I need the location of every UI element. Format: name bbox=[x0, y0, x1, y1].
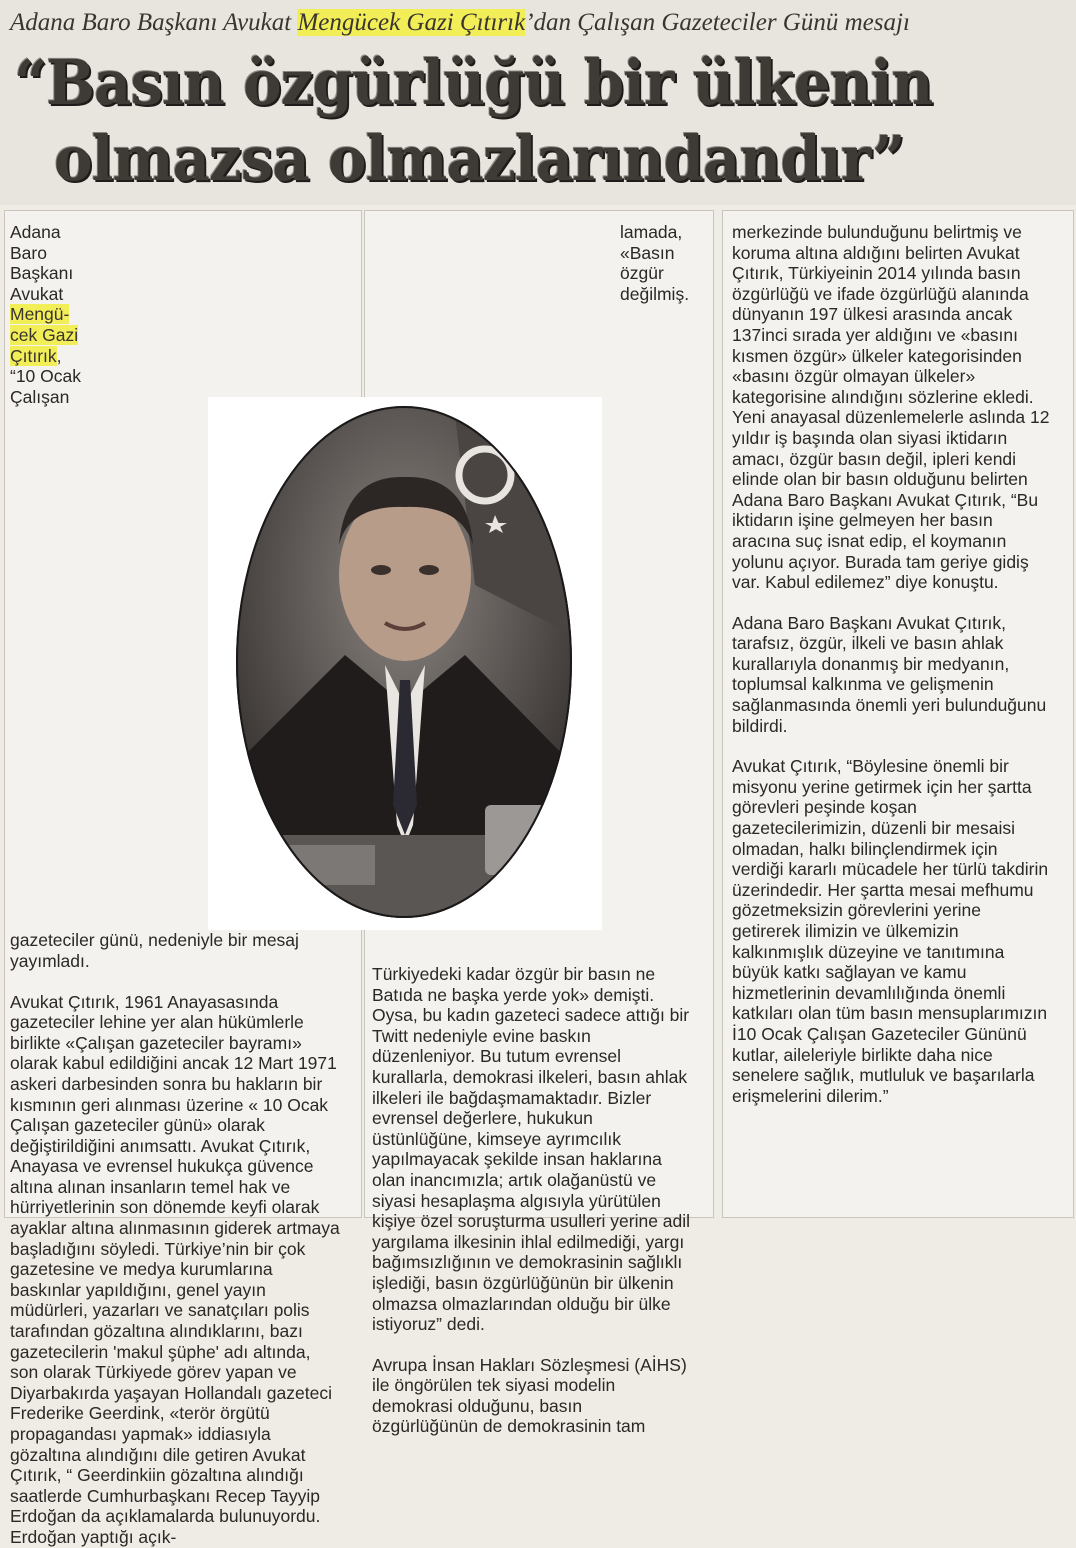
kicker-text: Adana Baro Başkanı Avukat bbox=[10, 9, 298, 36]
paragraph-body: Avukat Çıtırık, 1961 Anayasasında gazeteciler lehine yer alan hükümlerle birlikte «Çalışan gazeteciler bayramı» olarak kabul edildiğini ancak 12 Mart 1971 askeri darbesinden sonra bu hakların bir kısmının geri alınması üzerine « 10 Ocak Çalışan gazeteciler günü» olarak değiştirildiğini anımsattı. Avukat Çıtırık, Anayasa ve evrensel hukukça güvence altına alınan insanların temel hak ve hürriyetlerinin son dönemde keyfi olarak ayaklar altına alınmasının giderek artmaya başladığını söyledi. Türkiye’nin bir çok gazetesine ve medya kurumlarına baskınlar yapıldığını, genel yayın müdürleri, yazarları ve sanatçıları polis tarafından gözaltına alındıklarını, bazı gazetecilerin 'makul şüphe' adı altında, son olarak Türkiyede görev yapan ve Diyarbakırda yaşayan Hollandalı gazeteci Frederike Geerdink, «terör örgütü propagandası yapmak» iddiasıyla gözaltına alındığını dile getiren Avukat Çıtırık, “ Geerdinkiin gözaltına alındığı saatlerde Cumhurbaşkanı Recep Tayyip Erdoğan da açıklamalarda bulunuyordu. Erdoğan yaptığı açık- bbox=[10, 991, 340, 1547]
paragraph-press-freedom: merkezinde bulunduğunu belirtmiş ve koruma altına aldığını belirten Avukat Çıtırık, Türkiyeinin 2014 yılında basın özgürlüğü ve ifade özgürlüğü alanında dünyanın 197 ülkesi arasında ancak 137inci sırada yer aldığını ve «basını kısmen özgür» ülkeler kategorisinden «basını özgür olmayan ülkeler» kategorisine alındığını sözlerine ekledi. bbox=[732, 222, 1034, 407]
highlighted-name-part1: Mengü- bbox=[10, 304, 70, 325]
paragraph-media: Adana Baro Başkanı Avukat Çıtırık, tarafsız, özgür, ilkeli ve basın ahlak kurallarıyla donanmış bir medyanın, toplumsal kalkınma ve gelişmenin sağlanmasında önemli yeri bulunduğunu bildirdi. bbox=[732, 612, 1047, 736]
intro-text-end: , “10 Ocak Çalışan gazeteciler günü, nedeniyle bir mesaj yayımladı. bbox=[10, 345, 299, 971]
paragraph-constitution: Yeni anayasal düzenlemelerle aslında 12 yıldır iş başında olan siyasi iktidarın amacı, özgür basın değil, ipleri kendi elinde olan bir basın olduğunu belirten Adana Baro Başkanı Avukat Çıtırık, “Bu iktidarın işine gelmeyen her basın aracına suç isnat edip, el koymanın yolunu açıyor. Burada tam geriye gidiş var. Kabul edilemez” diye konuştu. bbox=[732, 407, 1050, 593]
kicker-highlighted-name: Mengücek Gazi Çıtırık bbox=[297, 9, 526, 36]
article-column-3 bbox=[732, 222, 1052, 1106]
intro-text: Adana Baro Başkanı Avukat bbox=[10, 222, 74, 304]
headline-line-1: “Basın özgürlüğü bir ülkenin bbox=[14, 46, 933, 119]
kicker-text-end: ’dan Çalışan Gazeteciler Günü mesajı bbox=[525, 9, 910, 36]
paragraph-closing: Avukat Çıtırık, “Böylesine önemli bir misyonu yerine getirmek için her şartta görevleri peşinde koşan gazetecilerimizin, düzenli bir mesaisi olmadan, halkı bilinçlendirmek için verdiği kararlı mücadele her türlü takdirin üzerindedir. Her şartta mesai mefhumu gözetmeksizin görevlerini yerine getirerek ilimizin ve ülkemizin kalkınmışlık düzeyine ve tanıtımına büyük katkı sağlayan ve kamu hizmetlerinin devamlılığında önemli katkıları olan tüm basın mensuplarımızın İ10 Ocak Çalışan Gazeteciler Gününü kutlar, aileleriyle birlikte daha nice senelere sağlık, mutluluk ve başarılarla erişmelerini dilerim.” bbox=[732, 756, 1049, 1106]
portrait-photo-icon bbox=[235, 405, 573, 920]
paragraph-aihs: Avrupa İnsan Hakları Sözleşmesi (AİHS) ile öngörülen tek siyasi modelin demokrasi olduğunu, basın özgürlüğünün de demokrasinin tam bbox=[372, 1354, 687, 1437]
photo-frame bbox=[208, 397, 602, 930]
kicker-line bbox=[10, 6, 1070, 40]
paragraph-body: lamada, «Basın özgür değilmiş. Türkiyedeki kadar özgür bir basın ne Batıda ne başka yerde yok» demişti. Oysa, bu kadın gazeteci sadece attığı bir Twitt nedeniyle evine baskın düzenleniyor. Bu tutum evrensel kurallarla, demokrasi ilkeleri, basın ahlak ilkeleri ile bağdaşmamaktadır. Bizler evrensel değerlere, hukukun üstünlüğüne, kimseye ayrımcılık yapılmayacak şekilde insan haklarına olan inancımızla; artık olağanüstü ve siyasi hesaplaşma algısıyla yürütülen kişiye özel soruşturma usulleri yerine adil yargılama ilkesinin ihlal edilmediği, yargı bağımsızlığının ve demokrasinin sağlıklı işlediği, basın özgürlüğünün bir ülkenin olmazsa olmazlarından olduğu bir ülke istiyoruz” dedi. bbox=[372, 222, 691, 1335]
headline-line-2: olmazsa olmazlarındandır” bbox=[54, 122, 905, 195]
highlighted-name-part2: cek Gazi Çıtırık bbox=[10, 324, 79, 366]
headline-area bbox=[0, 0, 1076, 205]
